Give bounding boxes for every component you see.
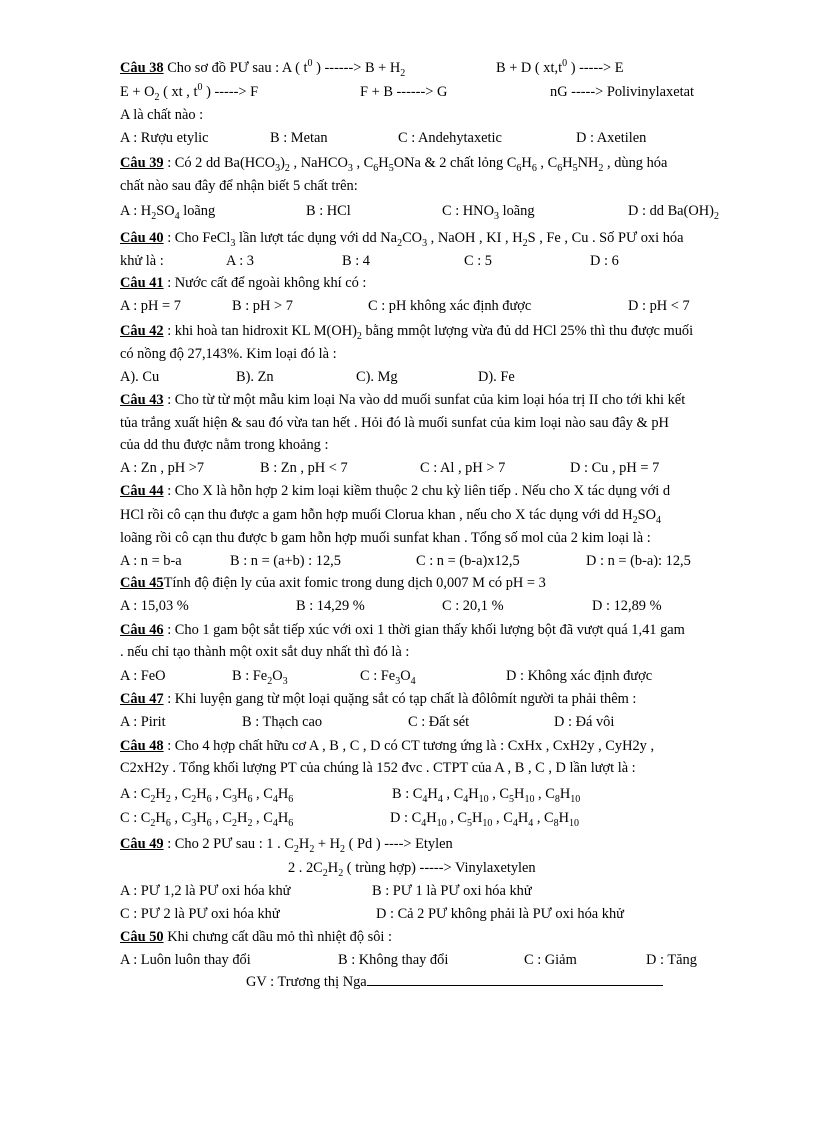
q38-line2: $E + O_2$ ( xt , $t^0$ ) -----> F F + B ------> G nG -----> Polivinylaxetat <box>120 82 694 103</box>
q39-line2: chất nào sau đây để nhận biết 5 chất trên: <box>120 178 358 194</box>
q47-option-d: D : Đá vôi <box>554 714 615 730</box>
q42-option-a: A). Cu <box>120 369 160 385</box>
q38-reaction2: B + D ( $xt,t^0$ ) -----> E <box>496 58 624 76</box>
q50-option-c: C : Giảm <box>524 952 577 968</box>
q49-option-a: A : PƯ 1,2 là PƯ oxi hóa khử <box>120 883 291 899</box>
q42-number: Câu 42 <box>120 323 164 339</box>
q46-option-c: C : $Fe_3O_4$ <box>360 668 416 687</box>
q49-number: Câu 49 <box>120 836 164 852</box>
q44-line3: loãng rồi cô cạn thu được b gam hỗn hợp muối sunfat khan . Tổng số mol của 2 kim loại là : <box>120 530 651 546</box>
q47-line1: Câu 47 : Khi luyện gang từ một loại quặng sắt có tạp chất là đôlômít người ta phải thêm : <box>120 691 637 707</box>
teacher-signature <box>246 973 663 991</box>
q45-option-b: B : 14,29 % <box>296 598 365 614</box>
q40-line2: khử là : A : 3 B : 4 C : 5 D : 6 <box>120 253 619 269</box>
q45-number: Câu 45 <box>120 575 164 591</box>
q38-ask: A là chất nào : <box>120 107 204 123</box>
q48-option-a: A : $C_2H_2$ , $C_2H_6$ , $C_3H_6$ , $C_4H_6$ <box>120 786 294 805</box>
q48-option-d: D : $C_4H_{10}$ , $C_5H_{10}$ , $C_4H_4$ , $C_8H_{10}$ <box>390 810 580 829</box>
q46-line1: Câu 46 : Cho 1 gam bột sắt tiếp xúc với oxi 1 thời gian thấy khối lượng bột đã vượt quá 1,41 gam <box>120 622 685 638</box>
q42-option-b: B). Zn <box>236 369 274 385</box>
q47-option-a: A : Pirit <box>120 714 166 730</box>
q39-option-d: D : dd $Ba(OH)_2$ <box>628 203 719 222</box>
teacher-name: GV : Trương thị Nga <box>246 974 367 990</box>
q50-number: Câu 50 <box>120 929 164 945</box>
q43-option-a: A : Zn , pH >7 <box>120 460 205 476</box>
q45-option-a: A : 15,03 % <box>120 598 189 614</box>
q38-reaction5: nG -----> Polivinylaxetat <box>550 84 694 100</box>
q43-line1: Câu 43 : Cho từ từ một mẫu kim loại Na vào dd muối sunfat của kim loại hóa trị II cho tới khi kết <box>120 392 686 408</box>
q44-option-b: B : n = (a+b) : 12,5 <box>230 553 341 569</box>
q40-option-c: C : 5 <box>464 253 492 269</box>
q45-line1: Câu 45Tính độ điện ly của axit fomic trong dung dịch 0,007 M có pH = 3 <box>120 575 546 591</box>
q50-option-d: D : Tăng <box>646 952 697 968</box>
q42-line2: có nồng độ 27,143%. Kim loại đó là : <box>120 346 337 362</box>
q49-option-d: D : Cả 2 PƯ không phải là PƯ oxi hóa khử <box>376 906 624 922</box>
q47-option-b: B : Thạch cao <box>242 714 323 730</box>
q46-line2: . nếu chỉ tạo thành một oxit sắt duy nhất thì đó là : <box>120 644 410 660</box>
q42-option-d: D). Fe <box>478 369 515 385</box>
q41-line1: Câu 41 : Nước cất để ngoài không khí có : <box>120 275 367 291</box>
q49-option-c: C : PƯ 2 là PƯ oxi hóa khử <box>120 906 280 922</box>
q41-option-c: C : pH không xác định được <box>368 298 532 314</box>
q46-option-d: D : Không xác định được <box>506 668 653 684</box>
q39-line1: Câu 39 : Có 2 dd $Ba(HCO_3)_2$ , NaHCO$_3$ , $C_6H_5ONa$ & 2 chất lỏng $C_6H_6$ , $C_6H_5NH_2$ , dùng hóa <box>120 155 668 174</box>
q50-option-a: A : Luôn luôn thay đổi <box>120 952 251 968</box>
q48-line2: C2xH2y . Tổng khối lượng PT của chúng là 152 đvc . CTPT của A , B , C , D lần lượt là : <box>120 760 636 776</box>
q43-number: Câu 43 <box>120 392 164 408</box>
q38-reaction4: F + B ------> G <box>360 84 448 100</box>
q39-option-b: B : HCl <box>306 203 351 219</box>
q50-option-b: B : Không thay đổi <box>338 952 449 968</box>
q49-option-b: B : PƯ 1 là PƯ oxi hóa khử <box>372 883 532 899</box>
q46-option-b: B : $Fe_2O_3$ <box>232 668 288 687</box>
signature-line <box>367 973 663 986</box>
q41-option-a: A : pH = 7 <box>120 298 181 314</box>
q42-line1: Câu 42 : khi hoà tan hidroxit KL $M(OH)_2$ bằng mmột lượng vừa đủ dd HCl 25% thì thu được muối <box>120 323 694 342</box>
q44-option-a: A : n = b-a <box>120 553 182 569</box>
q44-number: Câu 44 <box>120 483 164 499</box>
q44-line1: Câu 44 : Cho X là hỗn hợp 2 kim loại kiềm thuộc 2 chu kỳ liên tiếp . Nếu cho X tác dụng với d <box>120 483 671 499</box>
q38-option-a: A : Rượu etylic <box>120 130 209 146</box>
q43-option-c: C : Al , pH > 7 <box>420 460 506 476</box>
q49-line1: Câu 49 : Cho 2 PƯ sau : 1 . $C_2H_2 + H_2$ ( Pd ) ----> Etylen <box>120 836 453 855</box>
q43-line3: của dd thu được nằm trong khoảng : <box>120 437 329 453</box>
q43-line2: tủa trắng xuất hiện & sau đó vừa tan hết . Hỏi đó là muối sunfat của kim loại nào sau đây & pH <box>120 415 669 431</box>
q45-option-c: C : 20,1 % <box>442 598 504 614</box>
q38-line1: Câu 38 Cho sơ đồ PƯ sau : A ( $t^0$ ) ------> $B + H_2$ B + D ( $xt,t^0$ ) -----> E <box>120 58 624 79</box>
q47-option-c: C : Đất sét <box>408 714 470 730</box>
q39-number: Câu 39 <box>120 155 164 171</box>
q44-line2: HCl rồi cô cạn thu được a gam hỗn hợp muối Clorua khan , nếu cho X tác dụng với dd $H_2SO_4$ <box>120 507 662 526</box>
q48-option-b: B : $C_4H_4$ , $C_4H_{10}$ , $C_5H_{10}$ , $C_8H_{10}$ <box>392 786 581 805</box>
q48-line1: Câu 48 : Cho 4 hợp chất hữu cơ A , B , C , D có CT tương ứng là : CxHx , CxH2y , CyH2y , <box>120 738 655 754</box>
q46-option-a: A : FeO <box>120 668 166 684</box>
q43-option-d: D : Cu , pH = 7 <box>570 460 660 476</box>
q47-number: Câu 47 <box>120 691 164 707</box>
q38-option-b: B : Metan <box>270 130 328 146</box>
q41-option-d: D : pH < 7 <box>628 298 690 314</box>
q50-line1: Câu 50 Khi chưng cất dầu mỏ thì nhiệt độ sôi : <box>120 929 393 945</box>
q48-option-c: C : $C_2H_6$ , $C_3H_6$ , $C_2H_2$ , $C_4H_6$ <box>120 810 294 829</box>
q45-option-d: D : 12,89 % <box>592 598 662 614</box>
q40-option-a: A : 3 <box>226 253 254 269</box>
q49-reaction2: 2 . $2C_2H_2$ ( trùng hợp) -----> Vinylaxetylen <box>288 860 536 879</box>
q38-option-d: D : Axetilen <box>576 130 647 146</box>
q48-number: Câu 48 <box>120 738 164 754</box>
q39-option-c: C : $HNO_3$ loãng <box>442 203 535 222</box>
q44-option-d: D : n = (b-a): 12,5 <box>586 553 691 569</box>
q43-option-b: B : Zn , pH < 7 <box>260 460 348 476</box>
q39-option-a: A : $H_2SO_4$ loãng <box>120 203 216 222</box>
q40-line1: Câu 40 : Cho FeCl$_3$ lần lượt tác dụng với dd $Na_2CO_3$ , NaOH , KI , $H_2S$ , Fe , Cu . Số PƯ oxi hóa <box>120 230 684 249</box>
q38-option-c: C : Andehytaxetic <box>398 130 502 146</box>
q40-number: Câu 40 <box>120 230 164 246</box>
q41-number: Câu 41 <box>120 275 164 291</box>
q40-option-d: D : 6 <box>590 253 619 269</box>
q46-number: Câu 46 <box>120 622 164 638</box>
q42-option-c: C). Mg <box>356 369 398 385</box>
q40-option-b: B : 4 <box>342 253 370 269</box>
q38-number: Câu 38 <box>120 60 164 76</box>
q41-option-b: B : pH > 7 <box>232 298 293 314</box>
q44-option-c: C : n = (b-a)x12,5 <box>416 553 520 569</box>
